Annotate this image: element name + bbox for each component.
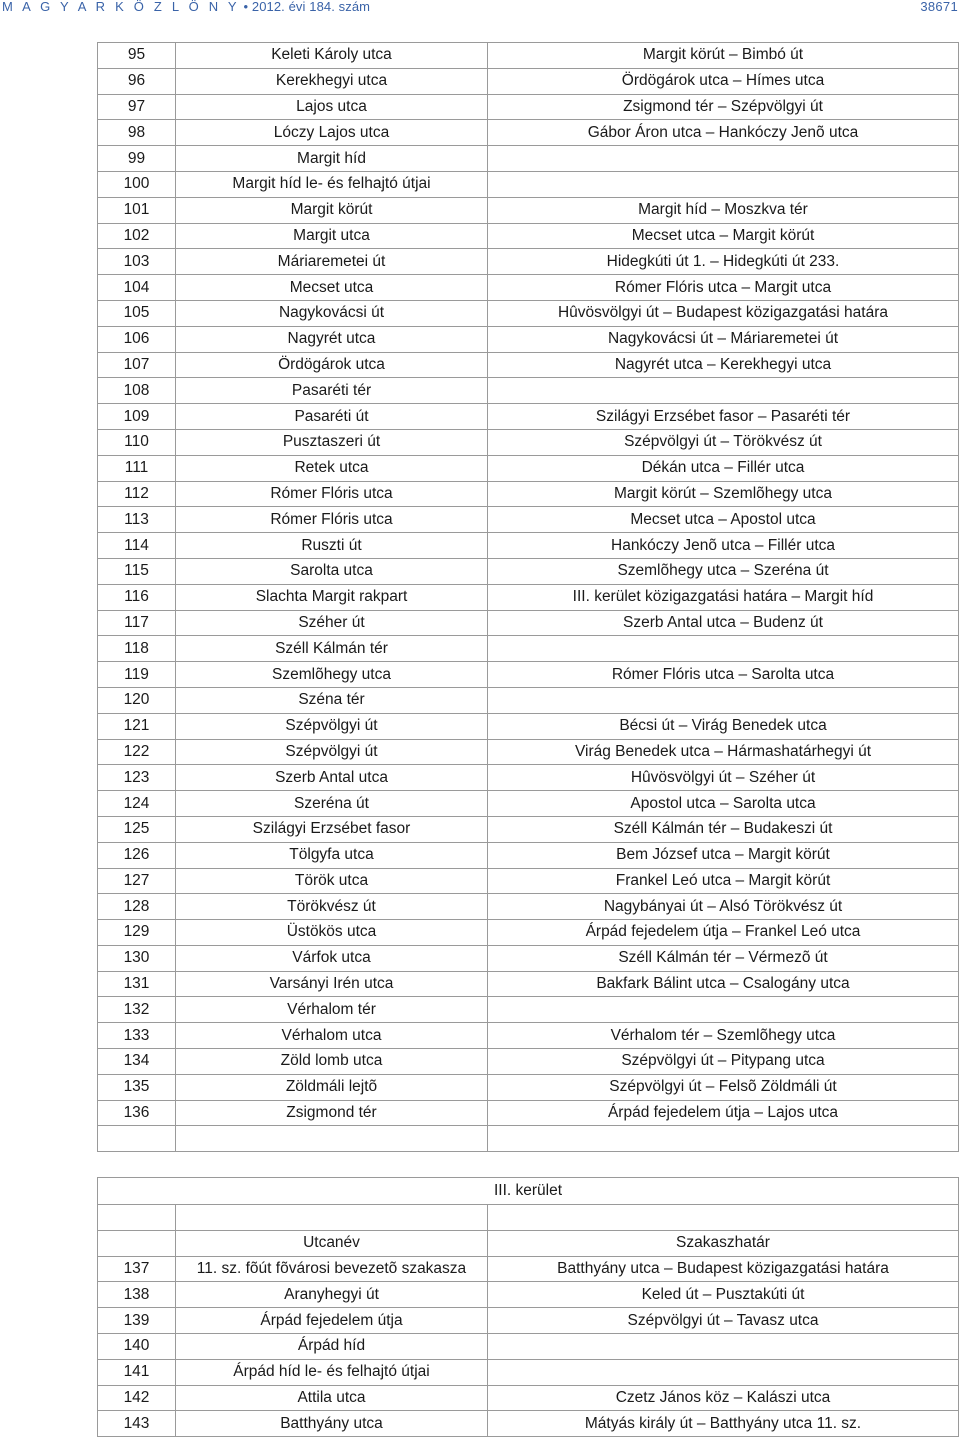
row-number-cell: 123	[98, 765, 176, 791]
section-boundary-cell: Szépvölgyi út – Tavasz utca	[488, 1308, 959, 1334]
section-boundary-cell: Bakfark Bálint utca – Csalogány utca	[488, 971, 959, 997]
table-row	[98, 481, 959, 507]
table-row	[98, 404, 959, 430]
row-number-cell: 100	[98, 171, 176, 197]
row-number-cell: 140	[98, 1334, 176, 1360]
section-boundary-cell: Nagyrét utca – Kerekhegyi utca	[488, 352, 959, 378]
row-number-cell: 108	[98, 378, 176, 404]
section-boundary-cell: III. kerület közigazgatási határa – Margit híd	[488, 584, 959, 610]
section-boundary-cell: Széll Kálmán tér – Budakeszi út	[488, 816, 959, 842]
section-boundary-cell	[488, 1359, 959, 1385]
table-row	[98, 197, 959, 223]
table-row	[98, 171, 959, 197]
table-row	[98, 920, 959, 946]
street-name-cell: Pusztaszeri út	[176, 429, 488, 455]
blank-row	[98, 1126, 959, 1152]
street-name-cell: Retek utca	[176, 455, 488, 481]
street-name-cell: Margit híd	[176, 146, 488, 172]
row-number-cell: 118	[98, 636, 176, 662]
row-number-cell: 119	[98, 662, 176, 688]
street-name-cell: Mecset utca	[176, 275, 488, 301]
table-row	[98, 687, 959, 713]
table-row	[98, 275, 959, 301]
section-boundary-cell: Hidegkúti út 1. – Hidegkúti út 233.	[488, 249, 959, 275]
table-row	[98, 971, 959, 997]
street-name-cell: Slachta Margit rakpart	[176, 584, 488, 610]
table-row	[98, 610, 959, 636]
section-boundary-cell: Czetz János köz – Kalászi utca	[488, 1385, 959, 1411]
spacer-row	[98, 1152, 959, 1178]
section-boundary-cell: Szerb Antal utca – Budenz út	[488, 610, 959, 636]
table-row	[98, 68, 959, 94]
table-row	[98, 507, 959, 533]
page-number: 38671	[920, 0, 958, 14]
street-name-cell: Sarolta utca	[176, 558, 488, 584]
street-name-cell: Margit híd le- és felhajtó útjai	[176, 171, 488, 197]
row-number-cell: 99	[98, 146, 176, 172]
section-boundary-cell	[488, 997, 959, 1023]
table-row	[98, 352, 959, 378]
street-name-cell: Széll Kálmán tér	[176, 636, 488, 662]
section-boundary-cell	[488, 636, 959, 662]
row-number-cell: 135	[98, 1074, 176, 1100]
table-row	[98, 378, 959, 404]
street-name-cell: Nagykovácsi út	[176, 300, 488, 326]
street-name-cell: Szépvölgyi út	[176, 739, 488, 765]
row-number-cell: 129	[98, 920, 176, 946]
table-row	[98, 1359, 959, 1385]
table-row	[98, 120, 959, 146]
table-row	[98, 1023, 959, 1049]
section-boundary-cell: Rómer Flóris utca – Margit utca	[488, 275, 959, 301]
row-number-cell: 143	[98, 1411, 176, 1437]
street-name-cell: Árpád híd	[176, 1334, 488, 1360]
table-row	[98, 146, 959, 172]
section-boundary-cell	[488, 146, 959, 172]
page-header	[0, 0, 960, 14]
street-name-cell: Szemlõhegy utca	[176, 662, 488, 688]
street-name-cell: Széher út	[176, 610, 488, 636]
row-number-cell: 142	[98, 1385, 176, 1411]
row-number-cell: 101	[98, 197, 176, 223]
section-boundary-cell: Frankel Leó utca – Margit körút	[488, 868, 959, 894]
row-number-cell: 139	[98, 1308, 176, 1334]
street-name-cell: Törökvész út	[176, 894, 488, 920]
section-boundary-cell: Rómer Flóris utca – Sarolta utca	[488, 662, 959, 688]
street-name-cell: Attila utca	[176, 1385, 488, 1411]
table-row	[98, 1308, 959, 1334]
row-number-cell: 132	[98, 997, 176, 1023]
street-name-cell: Zöldmáli lejtõ	[176, 1074, 488, 1100]
street-name-cell: Rómer Flóris utca	[176, 507, 488, 533]
row-number-cell: 126	[98, 842, 176, 868]
blank-cell	[176, 1126, 488, 1152]
street-name-cell: Pasaréti út	[176, 404, 488, 430]
blank-cell	[488, 1205, 959, 1231]
section-boundary-cell: Margit körút – Szemlõhegy utca	[488, 481, 959, 507]
table-row	[98, 816, 959, 842]
section-boundary-cell: Bem József utca – Margit körút	[488, 842, 959, 868]
row-number-cell: 111	[98, 455, 176, 481]
street-name-cell: Vérhalom utca	[176, 1023, 488, 1049]
row-number-cell: 103	[98, 249, 176, 275]
blank-cell	[98, 1126, 176, 1152]
section-boundary-cell: Szépvölgyi út – Felsõ Zöldmáli út	[488, 1074, 959, 1100]
row-number-cell: 125	[98, 816, 176, 842]
table-row	[98, 43, 959, 69]
header-bullet: •	[243, 0, 249, 14]
district-title: III. kerület	[98, 1178, 959, 1205]
row-number-cell: 106	[98, 326, 176, 352]
column-header-street-name: Utcanév	[176, 1230, 488, 1256]
section-boundary-cell: Vérhalom tér – Szemlõhegy utca	[488, 1023, 959, 1049]
section-boundary-cell: Virág Benedek utca – Hármashatárhegyi út	[488, 739, 959, 765]
street-name-cell: Szilágyi Erzsébet fasor	[176, 816, 488, 842]
section-boundary-cell: Gábor Áron utca – Hankóczy Jenõ utca	[488, 120, 959, 146]
row-number-cell: 102	[98, 223, 176, 249]
row-number-cell: 107	[98, 352, 176, 378]
table-row	[98, 1385, 959, 1411]
table-row	[98, 326, 959, 352]
street-name-cell: Margit körút	[176, 197, 488, 223]
street-table	[97, 42, 959, 1437]
blank-cell	[98, 1205, 176, 1231]
street-name-cell: Nagyrét utca	[176, 326, 488, 352]
street-name-cell: Széna tér	[176, 687, 488, 713]
row-number-cell: 124	[98, 791, 176, 817]
street-name-cell: Lóczy Lajos utca	[176, 120, 488, 146]
section-boundary-cell: Szépvölgyi út – Pitypang utca	[488, 1049, 959, 1075]
street-name-cell: Szeréna út	[176, 791, 488, 817]
section-boundary-cell: Mecset utca – Margit körút	[488, 223, 959, 249]
row-number-cell: 141	[98, 1359, 176, 1385]
blank-row	[98, 1205, 959, 1231]
section-boundary-cell: Szemlõhegy utca – Szeréna út	[488, 558, 959, 584]
blank-cell	[176, 1205, 488, 1231]
row-number-cell: 116	[98, 584, 176, 610]
row-number-cell: 137	[98, 1256, 176, 1282]
street-name-cell: Árpád híd le- és felhajtó útjai	[176, 1359, 488, 1385]
table-row	[98, 584, 959, 610]
table-row	[98, 1074, 959, 1100]
row-number-cell: 121	[98, 713, 176, 739]
section-boundary-cell	[488, 1334, 959, 1360]
street-name-cell: Zöld lomb utca	[176, 1049, 488, 1075]
table-row	[98, 997, 959, 1023]
table-row	[98, 223, 959, 249]
street-name-cell: Szépvölgyi út	[176, 713, 488, 739]
table-row	[98, 1411, 959, 1437]
section-boundary-cell: Ördögárok utca – Hímes utca	[488, 68, 959, 94]
street-name-cell: Várfok utca	[176, 945, 488, 971]
street-name-cell: Üstökös utca	[176, 920, 488, 946]
street-name-cell: Vérhalom tér	[176, 997, 488, 1023]
street-name-cell: Batthyány utca	[176, 1411, 488, 1437]
street-name-cell: Ruszti út	[176, 533, 488, 559]
table-row	[98, 1049, 959, 1075]
table-row	[98, 1100, 959, 1126]
table-row	[98, 765, 959, 791]
row-number-cell: 127	[98, 868, 176, 894]
table-row	[98, 429, 959, 455]
section-boundary-cell: Nagybányai út – Alsó Törökvész út	[488, 894, 959, 920]
section-boundary-cell: Nagykovácsi út – Máriaremetei út	[488, 326, 959, 352]
row-number-cell: 128	[98, 894, 176, 920]
row-number-cell: 134	[98, 1049, 176, 1075]
spacer-cell	[98, 1152, 959, 1178]
street-name-cell: Keleti Károly utca	[176, 43, 488, 69]
street-name-cell: Ördögárok utca	[176, 352, 488, 378]
table-row	[98, 842, 959, 868]
street-name-cell: Pasaréti tér	[176, 378, 488, 404]
section-boundary-cell: Mátyás király út – Batthyány utca 11. sz.	[488, 1411, 959, 1437]
row-number-cell: 130	[98, 945, 176, 971]
section-boundary-cell: Hûvösvölgyi út – Széher út	[488, 765, 959, 791]
row-number-cell: 97	[98, 94, 176, 120]
table-row	[98, 1256, 959, 1282]
street-name-cell: Tölgyfa utca	[176, 842, 488, 868]
street-name-cell: Szerb Antal utca	[176, 765, 488, 791]
section-boundary-cell: Margit körút – Bimbó út	[488, 43, 959, 69]
table-row	[98, 455, 959, 481]
row-number-cell: 122	[98, 739, 176, 765]
row-number-cell: 110	[98, 429, 176, 455]
table-row	[98, 662, 959, 688]
street-name-cell: Margit utca	[176, 223, 488, 249]
table-row	[98, 894, 959, 920]
table-row	[98, 558, 959, 584]
section-boundary-cell	[488, 171, 959, 197]
section-boundary-cell: Zsigmond tér – Szépvölgyi út	[488, 94, 959, 120]
row-number-cell: 104	[98, 275, 176, 301]
street-name-cell: Varsányi Irén utca	[176, 971, 488, 997]
blank-cell	[488, 1126, 959, 1152]
row-number-cell: 109	[98, 404, 176, 430]
row-number-cell: 96	[98, 68, 176, 94]
column-header-section-boundary: Szakaszhatár	[488, 1230, 959, 1256]
street-name-cell: Árpád fejedelem útja	[176, 1308, 488, 1334]
table-row	[98, 300, 959, 326]
street-name-cell: 11. sz. fõút fõvárosi bevezetõ szakasza	[176, 1256, 488, 1282]
section-boundary-cell: Árpád fejedelem útja – Frankel Leó utca	[488, 920, 959, 946]
section-boundary-cell: Apostol utca – Sarolta utca	[488, 791, 959, 817]
section-boundary-cell: Margit híd – Moszkva tér	[488, 197, 959, 223]
section-boundary-cell: Keled út – Pusztakúti út	[488, 1282, 959, 1308]
row-number-cell: 105	[98, 300, 176, 326]
section-boundary-cell: Széll Kálmán tér – Vérmezõ út	[488, 945, 959, 971]
row-number-cell: 131	[98, 971, 176, 997]
street-name-cell: Kerekhegyi utca	[176, 68, 488, 94]
header-left	[2, 0, 370, 14]
section-boundary-cell: Bécsi út – Virág Benedek utca	[488, 713, 959, 739]
row-number-cell: 115	[98, 558, 176, 584]
section-boundary-cell: Szépvölgyi út – Törökvész út	[488, 429, 959, 455]
section-boundary-cell: Árpád fejedelem útja – Lajos utca	[488, 1100, 959, 1126]
publication-title: M A G Y A R K Ö Z L Ö N Y	[2, 0, 240, 14]
issue-label: 2012. évi 184. szám	[251, 0, 371, 14]
row-number-cell: 112	[98, 481, 176, 507]
row-number-cell: 136	[98, 1100, 176, 1126]
street-table-body	[98, 43, 959, 1437]
row-number-cell: 138	[98, 1282, 176, 1308]
section-boundary-cell: Dékán utca – Fillér utca	[488, 455, 959, 481]
row-number-cell: 114	[98, 533, 176, 559]
table-row	[98, 249, 959, 275]
street-name-cell: Zsigmond tér	[176, 1100, 488, 1126]
section-boundary-cell: Mecset utca – Apostol utca	[488, 507, 959, 533]
section-boundary-cell: Hankóczy Jenõ utca – Fillér utca	[488, 533, 959, 559]
row-number-cell: 113	[98, 507, 176, 533]
street-name-cell: Máriaremetei út	[176, 249, 488, 275]
row-number-cell: 133	[98, 1023, 176, 1049]
row-number-cell: 95	[98, 43, 176, 69]
table-row	[98, 636, 959, 662]
street-name-cell: Török utca	[176, 868, 488, 894]
section-boundary-cell: Batthyány utca – Budapest közigazgatási határa	[488, 1256, 959, 1282]
row-number-cell: 120	[98, 687, 176, 713]
district-row	[98, 1178, 959, 1205]
table-row	[98, 1282, 959, 1308]
table-row	[98, 1334, 959, 1360]
section-boundary-cell: Szilágyi Erzsébet fasor – Pasaréti tér	[488, 404, 959, 430]
table-row	[98, 713, 959, 739]
street-name-cell: Rómer Flóris utca	[176, 481, 488, 507]
table-row	[98, 739, 959, 765]
section-boundary-cell: Hûvösvölgyi út – Budapest közigazgatási határa	[488, 300, 959, 326]
table-row	[98, 945, 959, 971]
section-boundary-cell	[488, 687, 959, 713]
street-name-cell: Lajos utca	[176, 94, 488, 120]
row-number-cell: 117	[98, 610, 176, 636]
table-row	[98, 533, 959, 559]
table-row	[98, 868, 959, 894]
header-blank-cell	[98, 1230, 176, 1256]
table-row	[98, 94, 959, 120]
column-header-row	[98, 1230, 959, 1256]
table-row	[98, 791, 959, 817]
row-number-cell: 98	[98, 120, 176, 146]
section-boundary-cell	[488, 378, 959, 404]
street-name-cell: Aranyhegyi út	[176, 1282, 488, 1308]
